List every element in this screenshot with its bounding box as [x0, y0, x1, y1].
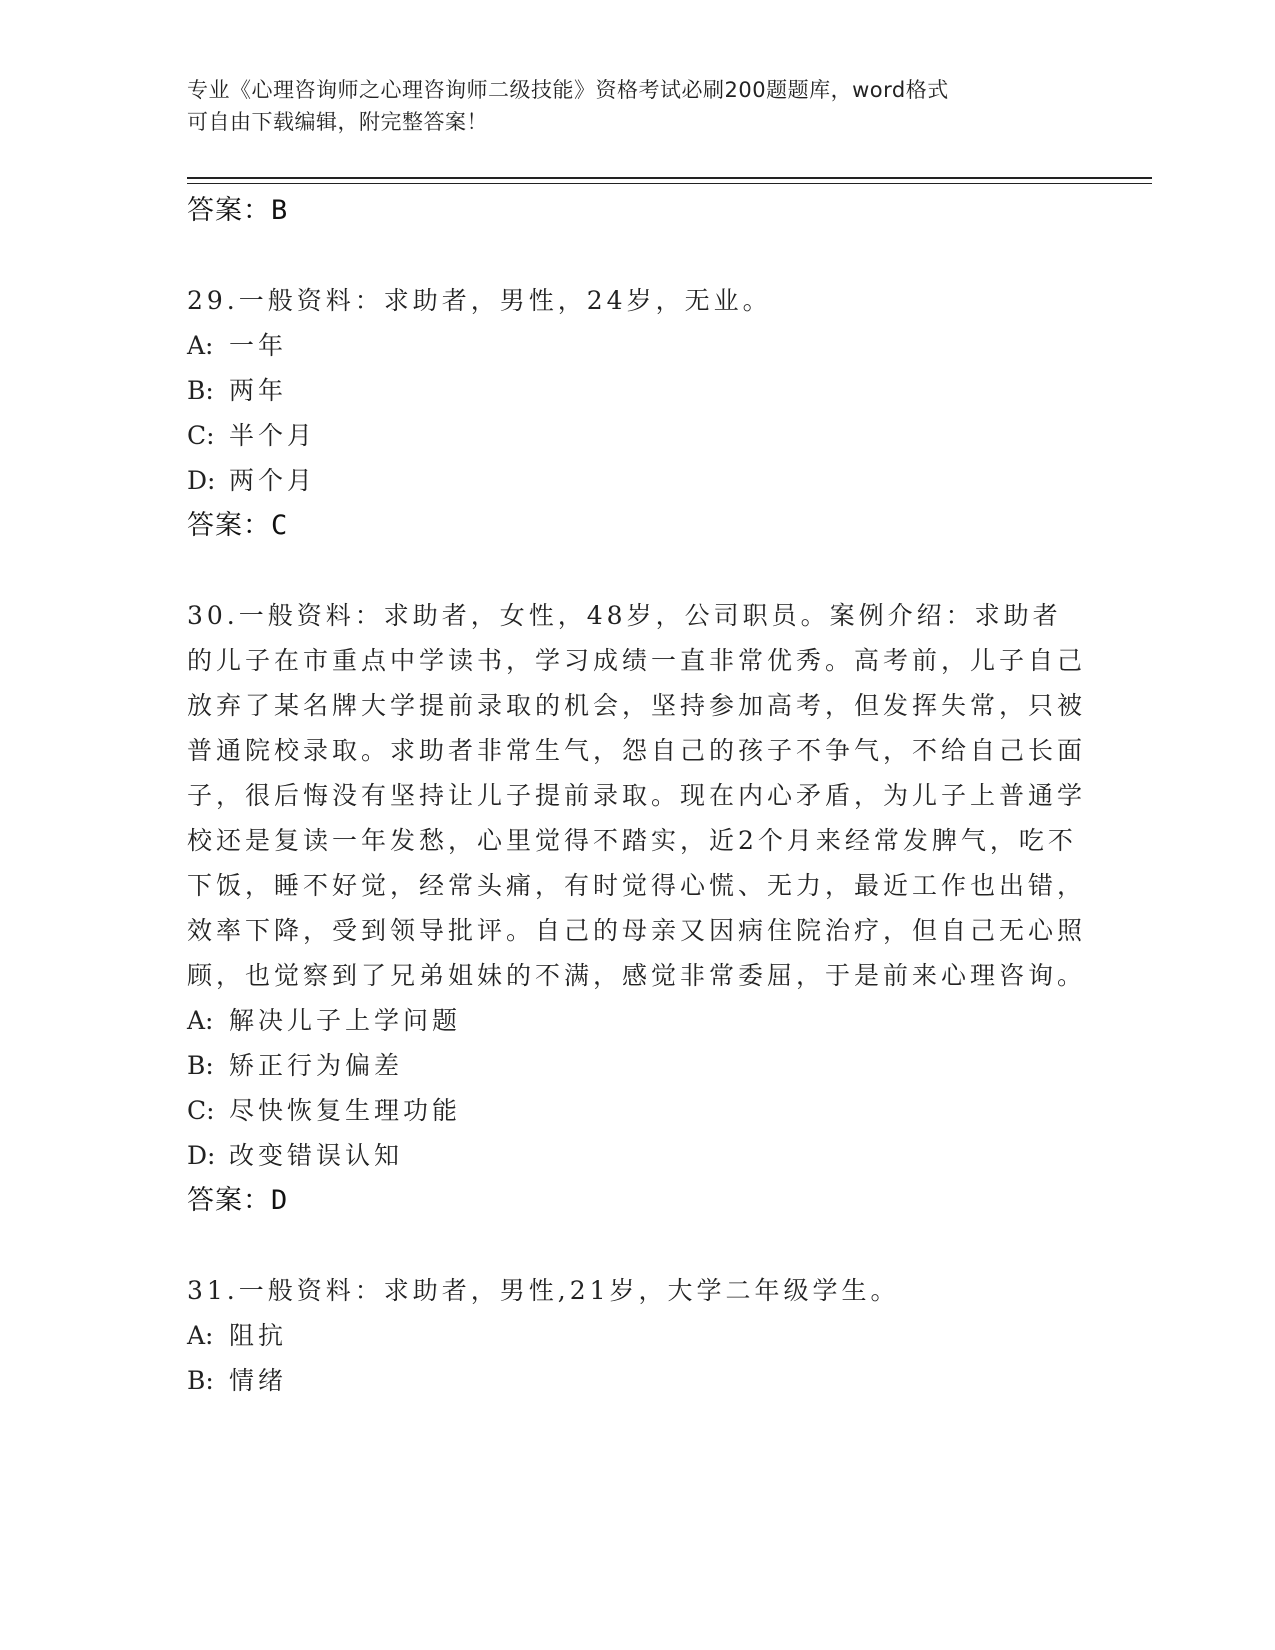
question-30: [187, 593, 1087, 1223]
question-29-stem: 29.一般资料：求助者，男性，24岁，无业。: [187, 286, 772, 315]
option-key: C:: [187, 421, 215, 450]
option-text: 情绪: [229, 1366, 288, 1395]
question-29-option-b: [187, 368, 1087, 413]
question-30-option-c: [187, 1088, 1087, 1133]
option-key: B:: [187, 1051, 214, 1080]
option-text: 矫正行为偏差: [229, 1051, 404, 1080]
option-key: D:: [187, 466, 216, 495]
question-29-option-c: [187, 413, 1087, 458]
answer-value: D: [271, 1185, 289, 1216]
page-header: [187, 74, 1067, 138]
option-key: A:: [187, 1321, 214, 1350]
question-29-option-a: [187, 323, 1087, 368]
answer-label: 答案：: [187, 195, 271, 226]
question-30-option-d: [187, 1133, 1087, 1178]
answer-30: [187, 1178, 1087, 1223]
option-key: B:: [187, 1366, 214, 1395]
option-text: 改变错误认知: [229, 1141, 404, 1170]
header-title-line-1: 专业《心理咨询师之心理咨询师二级技能》资格考试必刷200题题库，word格式: [187, 78, 949, 102]
question-31-option-b: [187, 1358, 1087, 1403]
question-31-option-a: [187, 1313, 1087, 1358]
question-30-stem: 30.一般资料：求助者，女性，48岁，公司职员。案例介绍：求助者的儿子在市重点中学读书，学习成绩一直非常优秀。高考前，儿子自己放弃了某名牌大学提前录取的机会，坚持参加高考，但发挥失常，只被普通院校录取。求助者非常生气，怨自己的孩子不争气，不给自己长面子，很后悔没有坚持让儿子提前录取。现在内心矛盾，为儿子上普通学校还是复读一年发愁，心里觉得不踏实，近2个月来经常发脾气，吃不下饭，睡不好觉，经常头痛，有时觉得心慌、无力，最近工作也出错，效率下降，受到领导批评。自己的母亲又因病住院治疗，但自己无心照顾，也觉察到了兄弟姐妹的不满，感觉非常委屈，于是前来心理咨询。: [187, 601, 1087, 990]
answer-28: [187, 188, 1087, 233]
option-key: A:: [187, 331, 214, 360]
question-31-stem: 31.一般资料：求助者，男性,21岁，大学二年级学生。: [187, 1276, 900, 1305]
answer-value: C: [271, 510, 289, 541]
option-text: 一年: [229, 331, 288, 360]
option-key: C:: [187, 1096, 215, 1125]
header-title-line-2: 可自由下载编辑，附完整答案！: [187, 110, 488, 134]
header-rule-thin: [187, 183, 1152, 184]
option-text: 尽快恢复生理功能: [229, 1096, 462, 1125]
question-30-option-b: [187, 1043, 1087, 1088]
option-key: D:: [187, 1141, 216, 1170]
question-29-option-d: [187, 458, 1087, 503]
option-text: 阻抗: [229, 1321, 288, 1350]
answer-value: B: [271, 195, 289, 226]
question-list: [187, 188, 1087, 1403]
option-text: 两个月: [229, 466, 317, 495]
answer-29: [187, 503, 1087, 548]
header-rule-thick: [187, 177, 1152, 179]
option-text: 解决儿子上学问题: [229, 1006, 462, 1035]
question-30-option-a: [187, 998, 1087, 1043]
option-text: 半个月: [229, 421, 317, 450]
answer-label: 答案：: [187, 1185, 271, 1216]
question-31: [187, 1268, 1087, 1403]
option-text: 两年: [229, 376, 288, 405]
option-key: B:: [187, 376, 214, 405]
answer-label: 答案：: [187, 510, 271, 541]
question-29: [187, 278, 1087, 548]
option-key: A:: [187, 1006, 214, 1035]
